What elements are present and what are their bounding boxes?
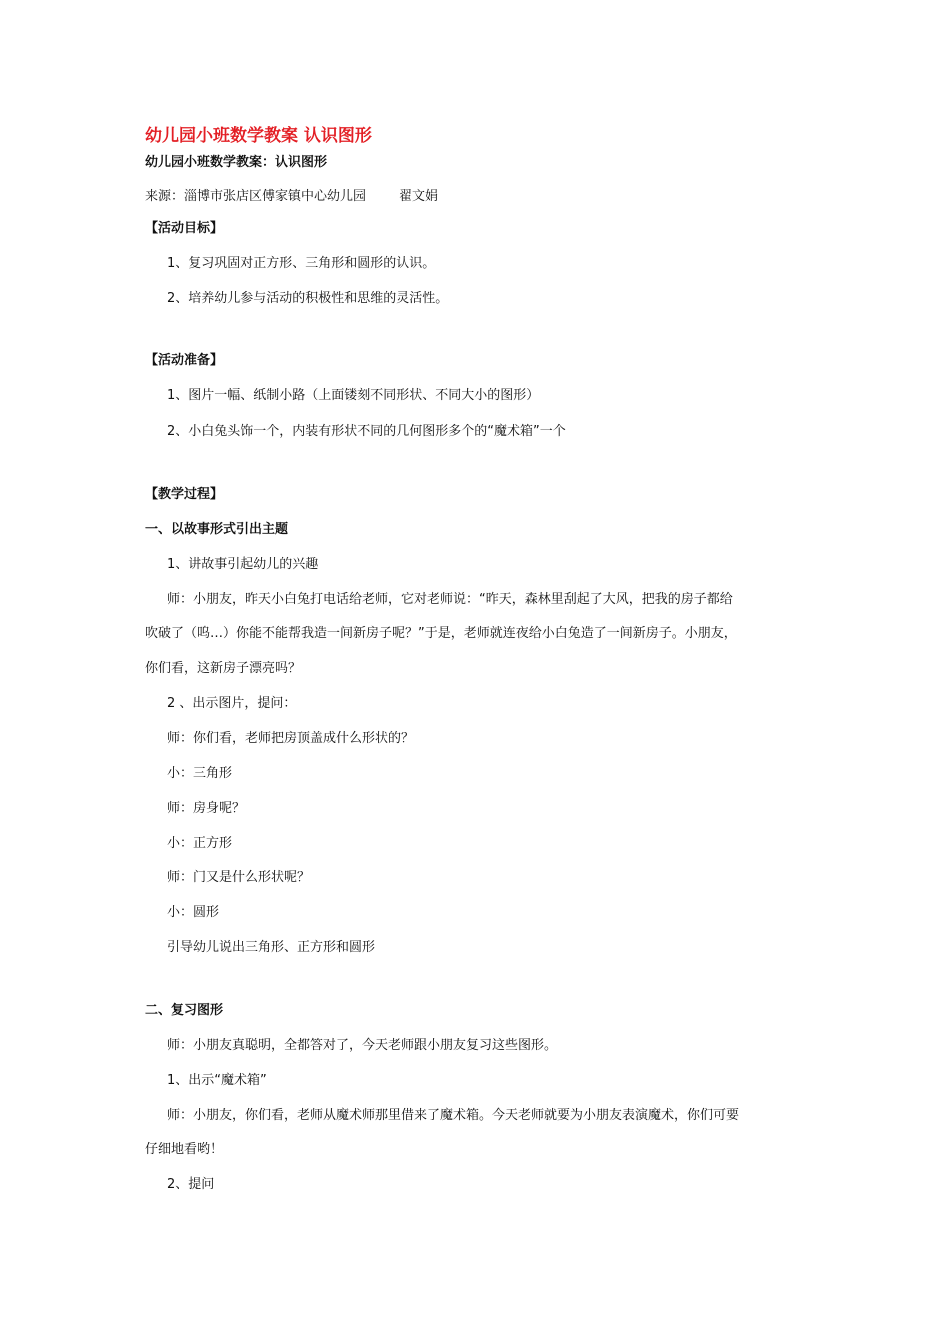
part1-line: 师：门又是什么形状呢？ xyxy=(167,870,311,885)
goal-item: 2、培养幼儿参与活动的积极性和思维的灵活性。 xyxy=(167,291,449,306)
goals-heading: 【活动目标】 xyxy=(145,221,224,236)
prep-heading: 【活动准备】 xyxy=(145,353,224,368)
part1-line: 你们看，这新房子漂亮吗？ xyxy=(145,661,302,676)
prep-item: 2、小白兔头饰一个，内装有形状不同的几何图形多个的“魔术箱”一个 xyxy=(167,424,566,439)
part2-line: 师：小朋友真聪明，全都答对了，今天老师跟小朋友复习这些图形。 xyxy=(167,1038,558,1053)
part1-line: 小：圆形 xyxy=(167,905,220,920)
doc-source: 来源：淄博市张店区傅家镇中心幼儿园 翟文娟 xyxy=(145,189,439,204)
part1-line: 小：正方形 xyxy=(167,836,233,851)
part1-line: 师：房身呢？ xyxy=(167,801,246,816)
prep-item: 1、图片一幅、纸制小路（上面镂刻不同形状、不同大小的图形） xyxy=(167,388,540,403)
part2-line: 师：小朋友，你们看，老师从魔术师那里借来了魔术箱。今天老师就要为小朋友表演魔术，你们可要 xyxy=(167,1108,740,1123)
part2-line: 1、出示“魔术箱” xyxy=(167,1073,267,1088)
process-heading: 【教学过程】 xyxy=(145,487,224,502)
part1-heading: 一、以故事形式引出主题 xyxy=(145,522,289,537)
part2-line: 仔细地看哟！ xyxy=(145,1142,224,1157)
part1-line: 引导幼儿说出三角形、正方形和圆形 xyxy=(167,940,376,955)
part1-line: 1、讲故事引起幼儿的兴趣 xyxy=(167,557,319,572)
part1-line: 师：小朋友，昨天小白兔打电话给老师，它对老师说：“昨天，森林里刮起了大风，把我的房子都给 xyxy=(167,592,733,607)
part2-line: 2、提问 xyxy=(167,1177,215,1192)
part1-line: 小：三角形 xyxy=(167,766,233,781)
part1-line: 2 、出示图片，提问： xyxy=(167,696,297,711)
part1-line: 吹破了（呜…）你能不能帮我造一间新房子呢？”于是，老师就连夜给小白兔造了一间新房子。小朋友， xyxy=(145,626,737,641)
part1-line: 师：你们看，老师把房顶盖成什么形状的？ xyxy=(167,731,415,746)
goal-item: 1、复习巩固对正方形、三角形和圆形的认识。 xyxy=(167,256,436,271)
doc-subtitle: 幼儿园小班数学教案：认识图形 xyxy=(145,155,328,170)
part2-heading: 二、复习图形 xyxy=(145,1003,224,1018)
doc-title: 幼儿园小班数学教案 认识图形 xyxy=(145,126,372,146)
